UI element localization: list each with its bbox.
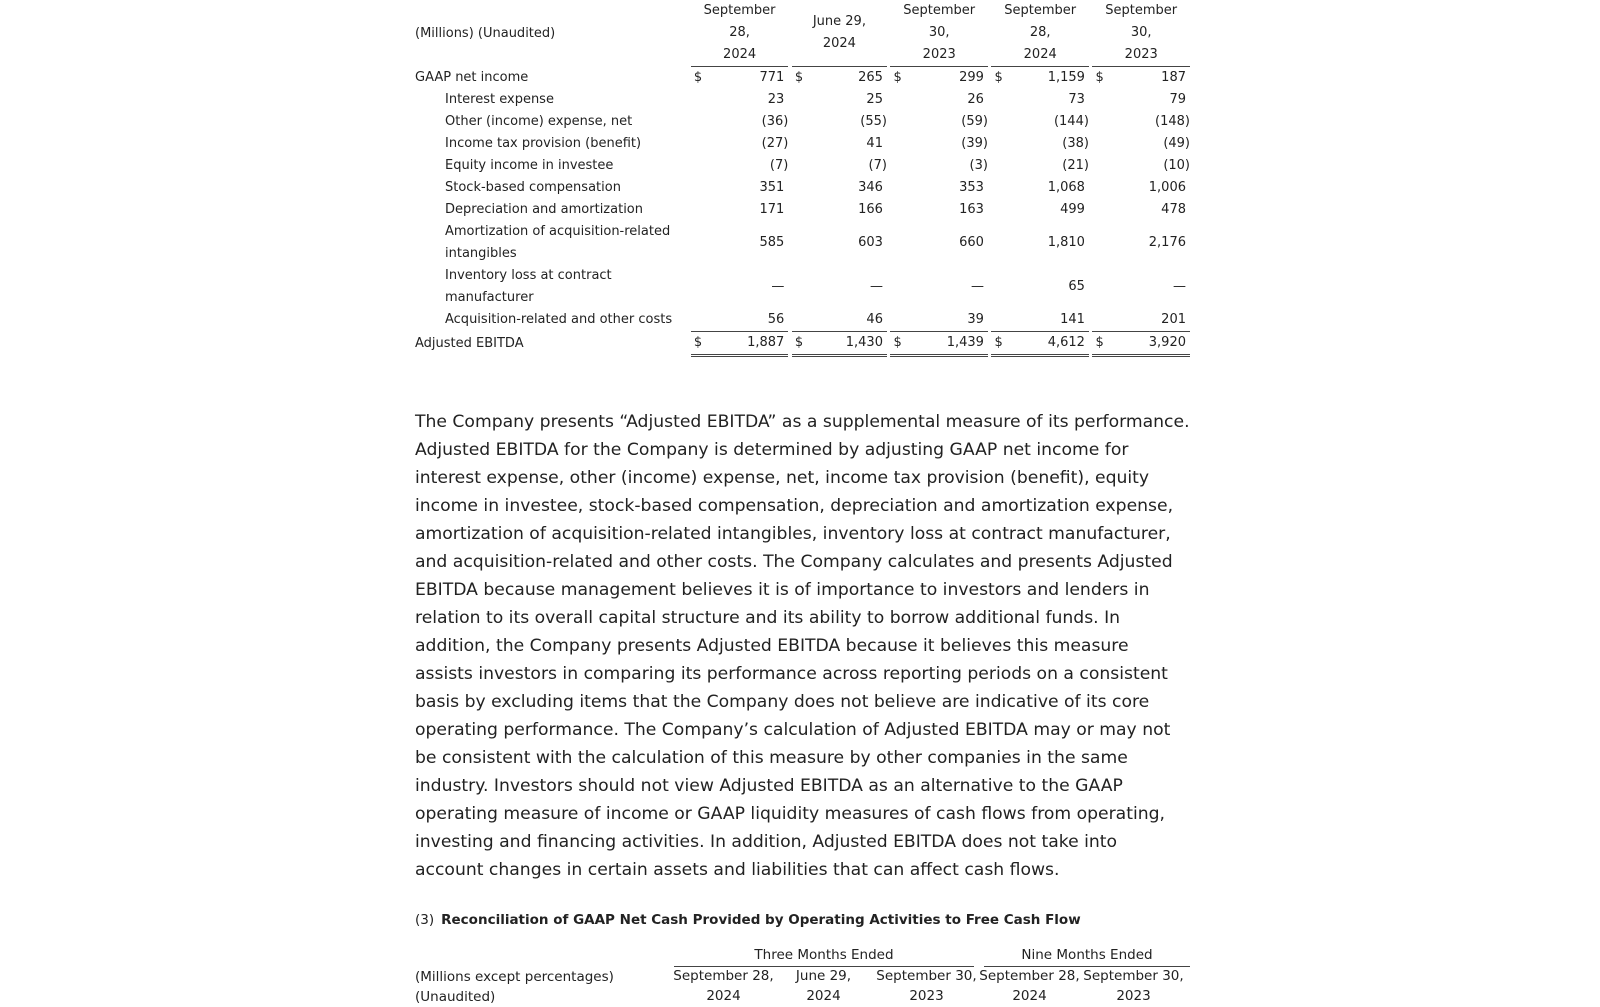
section-heading (415, 912, 1190, 928)
cell-value: 79 (1169, 92, 1186, 107)
currency-symbol: $ (693, 70, 703, 85)
cell-value: 1,430 (810, 331, 887, 357)
row-label: Interest expense (445, 92, 554, 107)
adjusted-ebitda-table (415, 0, 1190, 357)
cell-value: (39) (961, 136, 988, 151)
table-row-total (415, 331, 1190, 357)
cell-value: 39 (967, 312, 984, 327)
cell-value: (27) (761, 136, 789, 151)
currency-symbol: $ (890, 331, 908, 357)
cell-value: 1,159 (1047, 70, 1085, 85)
cell-value: (59) (961, 114, 988, 129)
currency-symbol: $ (991, 331, 1009, 357)
cell-value: 163 (959, 202, 984, 217)
cell-value: 26 (967, 92, 984, 107)
table-row (415, 199, 1190, 221)
group-header-nine-months: Nine Months Ended (984, 944, 1190, 967)
table-row (415, 111, 1190, 133)
cell-value: 73 (1068, 92, 1085, 107)
cell-value: 4,612 (1010, 331, 1089, 357)
cell-value: 1,006 (1148, 180, 1186, 195)
cell-value: (10) (1163, 158, 1190, 173)
row-label: Stock-based compensation (445, 180, 621, 195)
cell-value: (38) (1062, 136, 1089, 151)
row-label: Inventory loss at contract manufacturer (445, 268, 612, 305)
table-row (415, 221, 1190, 265)
cell-value: — (970, 279, 984, 294)
column-header: September 28, 2024 (991, 0, 1088, 67)
row-label: Amortization of acquisition-related intangibles (445, 224, 671, 261)
cell-value: (49) (1163, 136, 1190, 151)
cell-value: 187 (1161, 70, 1186, 85)
row-label: Adjusted EBITDA (415, 336, 524, 351)
currency-symbol: $ (1092, 331, 1110, 357)
currency-symbol: $ (792, 331, 810, 357)
cell-value: 65 (1068, 279, 1085, 294)
currency-symbol: $ (794, 70, 804, 85)
currency-symbol: $ (691, 331, 709, 357)
cell-value: 299 (959, 70, 984, 85)
cell-value: 3,920 (1111, 331, 1190, 357)
column-header: June 29, 2024 (792, 0, 887, 67)
cell-value: 166 (858, 202, 883, 217)
row-label: Equity income in investee (445, 158, 614, 173)
cell-value: 478 (1161, 202, 1186, 217)
currency-symbol: $ (1095, 70, 1104, 85)
table-row (415, 265, 1190, 309)
cell-value: 660 (959, 235, 984, 250)
column-header: September 28, 2024 (691, 0, 788, 67)
table-row (415, 177, 1190, 199)
cell-value: 265 (858, 70, 883, 85)
cell-value: (3) (969, 158, 988, 173)
cell-value: 41 (866, 136, 883, 151)
table-header-row (415, 0, 1190, 67)
cell-value: 603 (858, 235, 883, 250)
cell-value: (36) (761, 114, 789, 129)
cell-value: (7) (868, 158, 887, 173)
cell-value: — (1173, 279, 1186, 294)
row-label: Depreciation and amortization (445, 202, 643, 217)
cell-value: 346 (858, 180, 883, 195)
column-header: June 29, 2024 (795, 968, 852, 1004)
cell-value: (21) (1062, 158, 1089, 173)
cell-value: (148) (1155, 114, 1190, 129)
header-label: (Millions) (Unaudited) (415, 25, 556, 41)
cell-value: 351 (759, 180, 785, 195)
table-row (415, 309, 1190, 331)
document-content (415, 0, 1190, 928)
column-header: September 30, 2023 (890, 0, 987, 67)
cell-value: 585 (759, 235, 785, 250)
row-label: Income tax provision (benefit) (445, 136, 642, 151)
cell-value: 771 (759, 70, 785, 85)
cell-value: 46 (866, 312, 883, 327)
column-header: September 28, 2024 (979, 968, 1080, 1004)
cell-value: — (869, 279, 883, 294)
currency-symbol: $ (994, 70, 1003, 85)
section-title: Reconciliation of GAAP Net Cash Provided by Operating Activities to Free Cash Flow (441, 912, 1081, 928)
cell-value: (55) (860, 114, 887, 129)
cell-value: 499 (1060, 202, 1085, 217)
row-label: Acquisition-related and other costs (445, 312, 673, 327)
cell-value: — (771, 279, 785, 294)
cell-value: 201 (1161, 312, 1186, 327)
section-number: (3) (415, 912, 435, 928)
table-row (415, 67, 1190, 89)
row-label: Other (income) expense, net (445, 114, 633, 129)
cell-value: (7) (769, 158, 789, 173)
cell-value: 171 (759, 202, 785, 217)
cell-value: 1,887 (709, 331, 788, 357)
header-label: (Millions except percentages) (Unaudited) (415, 969, 614, 1005)
table-row (415, 155, 1190, 177)
row-label: GAAP net income (415, 70, 529, 85)
adjusted-ebitda-description: The Company presents “Adjusted EBITDA” as a supplemental measure of its performance. Adjusted EBITDA for the Company is determined by adjusting GAAP net income for interest expense, other (income) expense, net, income tax provision (benefit), equity income in investee, stock-based compensation, depreciation and amortization expense, amortization of acquisition-related intangibles, inventory loss at contract manufacturer, and acquisition-related and other costs. The Company calculates and presents Adjusted EBITDA because management believes it is of importance to investors and lenders in relation to its overall capital structure and its ability to borrow additional funds. In addition, the Company presents Adjusted EBITDA because it believes this measure assists investors in comparing its performance across reporting periods on a consistent basis by excluding items that the Company does not believe are indicative of its core operating performance. The Company’s calculation of Adjusted EBITDA may or may not be consistent with the calculation of this measure by other companies in the same industry. Investors should not view Adjusted EBITDA as an alternative to the GAAP operating measure of income or GAAP liquidity measures of cash flows from operating, investing and financing activities. In addition, Adjusted EBITDA does not take into account changes in certain assets and liabilities that can affect cash flows. (415, 412, 1190, 880)
currency-symbol: $ (893, 70, 902, 85)
cell-value: 23 (767, 92, 785, 107)
cell-value: 353 (959, 180, 984, 195)
table-row (415, 133, 1190, 155)
group-header-three-months: Three Months Ended (674, 944, 974, 967)
cell-value: (144) (1053, 114, 1089, 129)
cell-value: 56 (767, 312, 785, 327)
column-header: September 30, 2023 (1092, 0, 1190, 67)
column-header: September 30, 2023 (876, 968, 977, 1004)
column-header: September 30, 2023 (1083, 968, 1184, 1004)
table-row (415, 89, 1190, 111)
cell-value: 1,439 (909, 331, 988, 357)
cell-value: 2,176 (1148, 235, 1186, 250)
cell-value: 1,810 (1047, 235, 1085, 250)
cell-value: 1,068 (1047, 180, 1085, 195)
column-header: September 28, 2024 (673, 968, 774, 1004)
cell-value: 141 (1060, 312, 1085, 327)
cell-value: 25 (866, 92, 883, 107)
